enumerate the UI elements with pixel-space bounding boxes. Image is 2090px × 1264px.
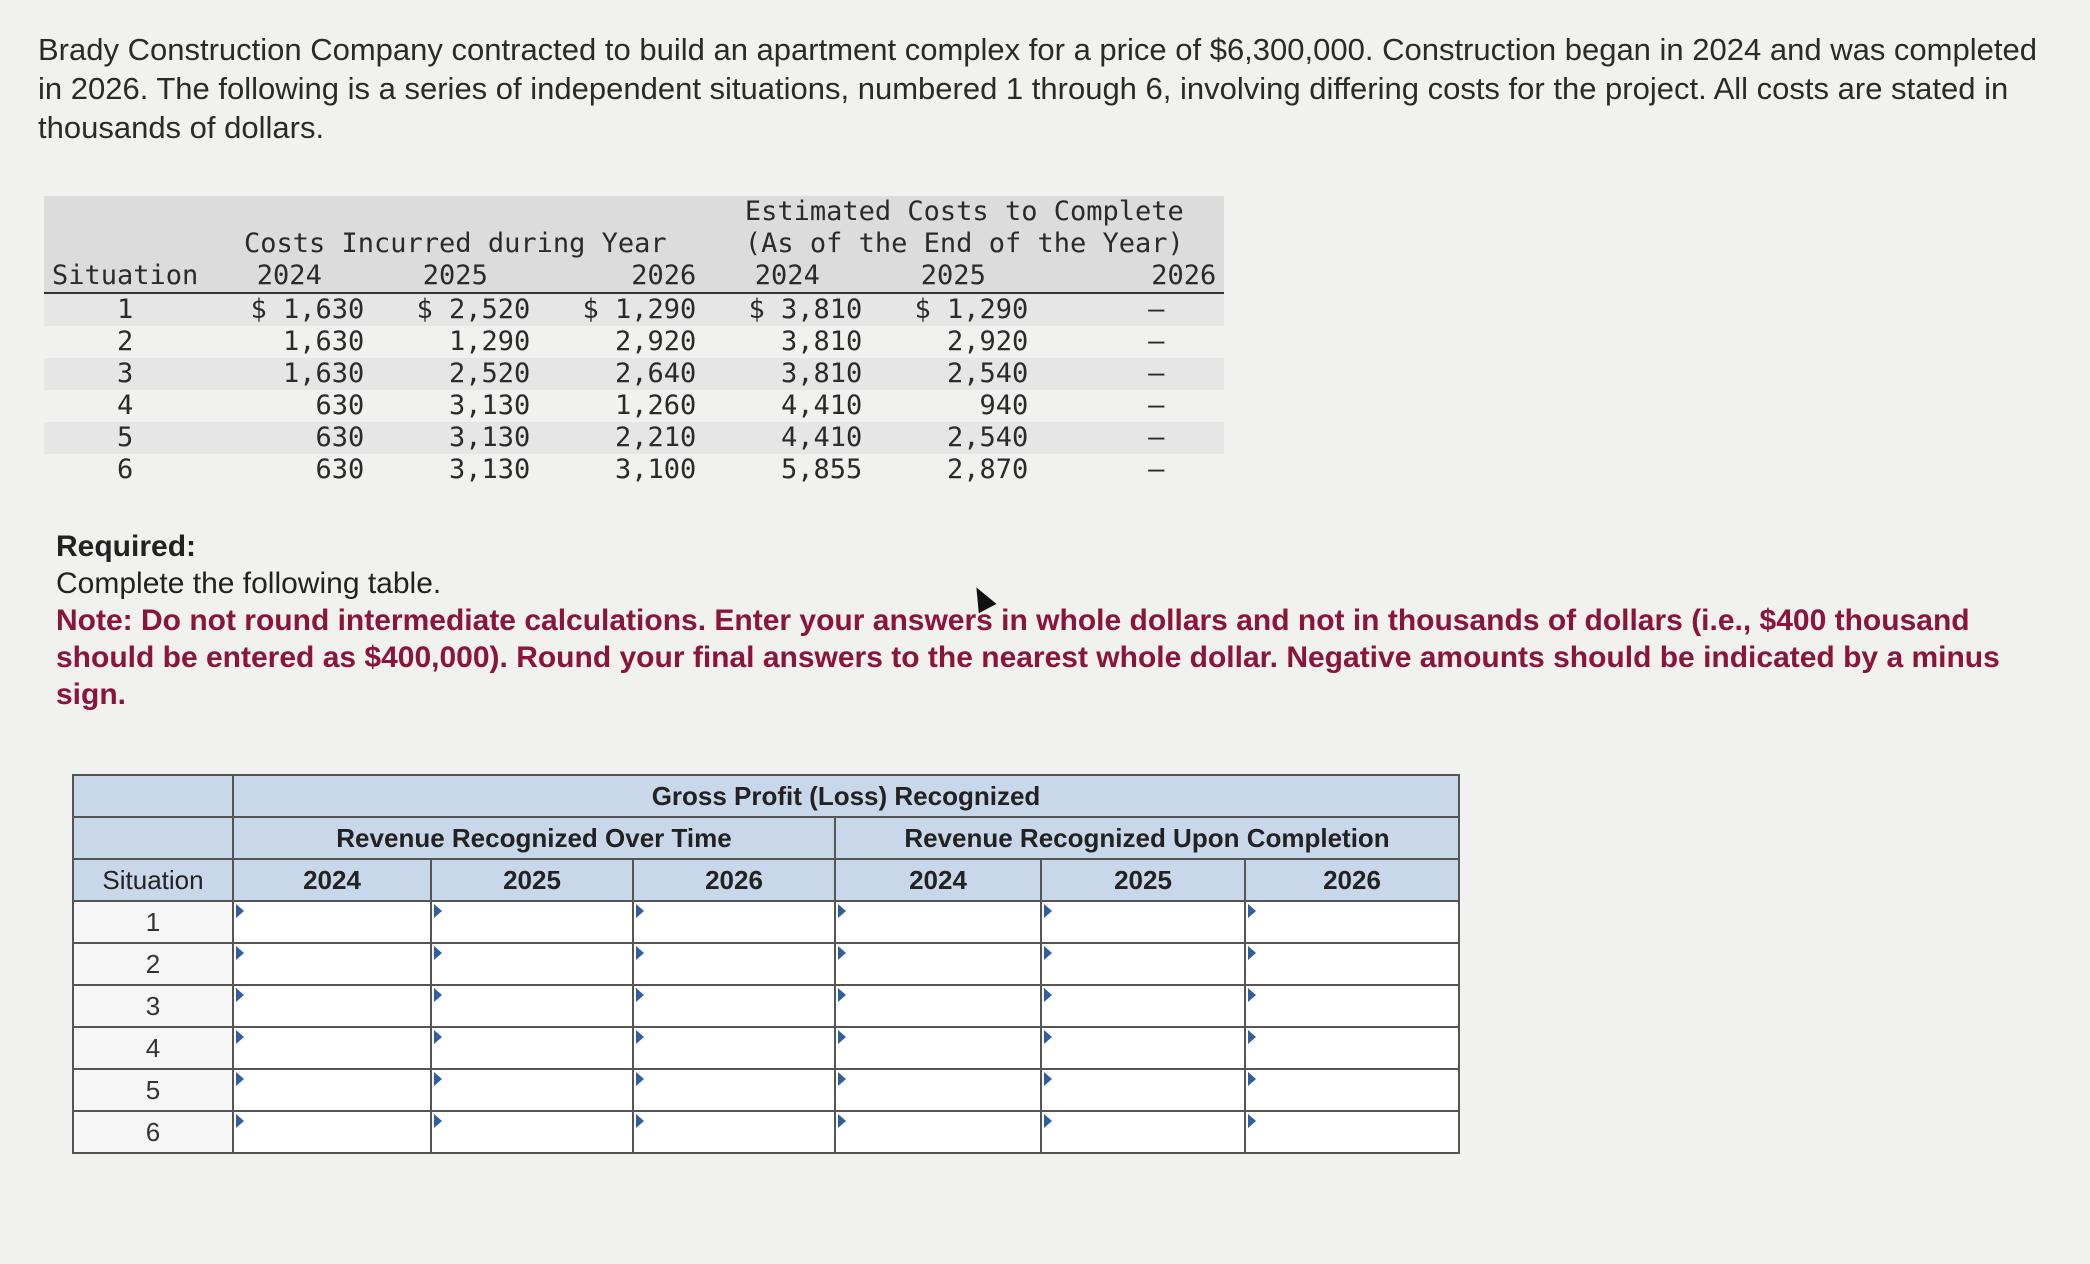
situation-column-header: Situation bbox=[44, 260, 206, 293]
answer-input[interactable] bbox=[1041, 1111, 1245, 1153]
situation-number: 4 bbox=[44, 390, 206, 422]
answer-input[interactable] bbox=[1041, 901, 1245, 943]
estimated-costs-header-line2: (As of the End of the Year) bbox=[704, 228, 1224, 260]
answer-input[interactable] bbox=[1245, 943, 1459, 985]
cost-cell: $ 1,290 bbox=[538, 293, 704, 326]
answer-input[interactable] bbox=[835, 1069, 1041, 1111]
year-header: 2026 bbox=[1036, 260, 1224, 293]
cost-cell: 3,810 bbox=[704, 358, 870, 390]
cost-cell: 630 bbox=[206, 454, 372, 486]
upon-completion-header: Revenue Recognized Upon Completion bbox=[835, 817, 1459, 859]
cost-cell: 4,410 bbox=[704, 422, 870, 454]
answer-input[interactable] bbox=[1041, 1027, 1245, 1069]
cost-cell: 2,540 bbox=[870, 422, 1036, 454]
cost-cell: – bbox=[1036, 293, 1224, 326]
answer-input[interactable] bbox=[1245, 901, 1459, 943]
cost-data-table-wrap bbox=[44, 196, 1224, 486]
cost-cell: 2,920 bbox=[870, 326, 1036, 358]
cost-cell: 2,920 bbox=[538, 326, 704, 358]
answer-input[interactable] bbox=[431, 901, 633, 943]
answer-input[interactable] bbox=[233, 1111, 431, 1153]
required-note: Note: Do not round intermediate calculations. Enter your answers in whole dollars and not in thousands of dollars (i.e., $400 thousand should be entered as $400,000). Round your final answers to the nearest whole dollar. Negative amounts should be indicated by a minus sign. bbox=[56, 604, 2000, 711]
answer-input[interactable] bbox=[431, 1027, 633, 1069]
cost-cell: – bbox=[1036, 326, 1224, 358]
cost-cell: 3,130 bbox=[372, 422, 538, 454]
answer-input[interactable] bbox=[633, 1111, 835, 1153]
cost-cell: 630 bbox=[206, 422, 372, 454]
answer-input[interactable] bbox=[233, 901, 431, 943]
cost-cell: $ 2,520 bbox=[372, 293, 538, 326]
cost-cell: 3,130 bbox=[372, 390, 538, 422]
situation-number: 5 bbox=[44, 422, 206, 454]
situation-number: 2 bbox=[44, 326, 206, 358]
answer-input[interactable] bbox=[431, 943, 633, 985]
answer-input[interactable] bbox=[633, 1027, 835, 1069]
over-time-header: Revenue Recognized Over Time bbox=[233, 817, 835, 859]
required-title: Required: bbox=[56, 530, 197, 563]
answer-input[interactable] bbox=[233, 1069, 431, 1111]
grid-year-header: 2025 bbox=[431, 859, 633, 901]
cost-cell: 1,290 bbox=[372, 326, 538, 358]
grid-year-header: 2026 bbox=[1245, 859, 1459, 901]
answer-input[interactable] bbox=[431, 1069, 633, 1111]
answer-input[interactable] bbox=[835, 901, 1041, 943]
data-row bbox=[44, 326, 1224, 358]
answer-grid bbox=[72, 774, 1460, 1154]
cost-cell: – bbox=[1036, 358, 1224, 390]
year-header: 2025 bbox=[870, 260, 1036, 293]
grid-situation-number: 5 bbox=[73, 1069, 233, 1111]
cost-cell: 2,540 bbox=[870, 358, 1036, 390]
answer-input[interactable] bbox=[233, 1027, 431, 1069]
grid-situation-number: 6 bbox=[73, 1111, 233, 1153]
cost-cell: 1,630 bbox=[206, 358, 372, 390]
answer-input[interactable] bbox=[835, 943, 1041, 985]
grid-situation-header: Situation bbox=[73, 859, 233, 901]
grid-situation-number: 2 bbox=[73, 943, 233, 985]
grid-row bbox=[73, 1111, 1459, 1153]
cost-cell: 2,210 bbox=[538, 422, 704, 454]
cost-cell: – bbox=[1036, 390, 1224, 422]
costs-incurred-header: Costs Incurred during Year bbox=[206, 228, 704, 260]
answer-input[interactable] bbox=[633, 985, 835, 1027]
gross-profit-header: Gross Profit (Loss) Recognized bbox=[233, 775, 1459, 817]
cost-cell: 630 bbox=[206, 390, 372, 422]
answer-input[interactable] bbox=[1245, 1027, 1459, 1069]
data-row bbox=[44, 358, 1224, 390]
answer-input[interactable] bbox=[633, 943, 835, 985]
estimated-costs-header-line1: Estimated Costs to Complete bbox=[704, 196, 1224, 228]
cost-cell: 1,630 bbox=[206, 326, 372, 358]
answer-input[interactable] bbox=[835, 1027, 1041, 1069]
data-row bbox=[44, 390, 1224, 422]
cost-cell: $ 1,290 bbox=[870, 293, 1036, 326]
answer-input[interactable] bbox=[633, 901, 835, 943]
year-header: 2024 bbox=[704, 260, 870, 293]
grid-row bbox=[73, 1069, 1459, 1111]
year-header: 2024 bbox=[206, 260, 372, 293]
answer-input[interactable] bbox=[835, 985, 1041, 1027]
grid-row bbox=[73, 943, 1459, 985]
answer-grid-wrap bbox=[72, 774, 1460, 1154]
cost-cell: 1,260 bbox=[538, 390, 704, 422]
grid-situation-number: 3 bbox=[73, 985, 233, 1027]
cost-cell: 5,855 bbox=[704, 454, 870, 486]
grid-row bbox=[73, 985, 1459, 1027]
grid-row bbox=[73, 1027, 1459, 1069]
answer-input[interactable] bbox=[835, 1111, 1041, 1153]
answer-input[interactable] bbox=[633, 1069, 835, 1111]
cost-cell: – bbox=[1036, 422, 1224, 454]
cost-cell: 940 bbox=[870, 390, 1036, 422]
year-header: 2025 bbox=[372, 260, 538, 293]
answer-input[interactable] bbox=[431, 985, 633, 1027]
grid-year-header: 2025 bbox=[1041, 859, 1245, 901]
answer-input[interactable] bbox=[1245, 985, 1459, 1027]
required-section bbox=[56, 528, 2036, 713]
situation-number: 3 bbox=[44, 358, 206, 390]
answer-input[interactable] bbox=[1245, 1069, 1459, 1111]
answer-input[interactable] bbox=[1245, 1111, 1459, 1153]
answer-input[interactable] bbox=[1041, 943, 1245, 985]
answer-input[interactable] bbox=[431, 1111, 633, 1153]
answer-input[interactable] bbox=[233, 985, 431, 1027]
data-row bbox=[44, 293, 1224, 326]
grid-row bbox=[73, 901, 1459, 943]
year-header: 2026 bbox=[538, 260, 704, 293]
grid-year-header: 2024 bbox=[233, 859, 431, 901]
cost-cell: $ 3,810 bbox=[704, 293, 870, 326]
grid-situation-number: 4 bbox=[73, 1027, 233, 1069]
cost-cell: – bbox=[1036, 454, 1224, 486]
situation-number: 1 bbox=[44, 293, 206, 326]
grid-situation-number: 1 bbox=[73, 901, 233, 943]
cost-cell: 3,100 bbox=[538, 454, 704, 486]
grid-year-header: 2026 bbox=[633, 859, 835, 901]
answer-input[interactable] bbox=[233, 943, 431, 985]
cost-cell: $ 1,630 bbox=[206, 293, 372, 326]
cost-cell: 2,870 bbox=[870, 454, 1036, 486]
answer-input[interactable] bbox=[1041, 1069, 1245, 1111]
answer-input[interactable] bbox=[1041, 985, 1245, 1027]
cost-cell: 3,130 bbox=[372, 454, 538, 486]
cost-cell: 2,640 bbox=[538, 358, 704, 390]
grid-year-header: 2024 bbox=[835, 859, 1041, 901]
situation-number: 6 bbox=[44, 454, 206, 486]
cost-data-table bbox=[44, 196, 1224, 486]
cost-cell: 3,810 bbox=[704, 326, 870, 358]
required-instruction: Complete the following table. bbox=[56, 567, 442, 600]
cost-cell: 4,410 bbox=[704, 390, 870, 422]
data-row bbox=[44, 454, 1224, 486]
problem-intro: Brady Construction Company contracted to build an apartment complex for a price of $6,300,000. Construction began in 2024 and was completed in 2026. The following is a series of independent situations, numbered 1 through 6, involving differing costs for the project. All costs are stated in thousands of dollars. bbox=[38, 32, 2037, 145]
cost-cell: 2,520 bbox=[372, 358, 538, 390]
data-row bbox=[44, 422, 1224, 454]
